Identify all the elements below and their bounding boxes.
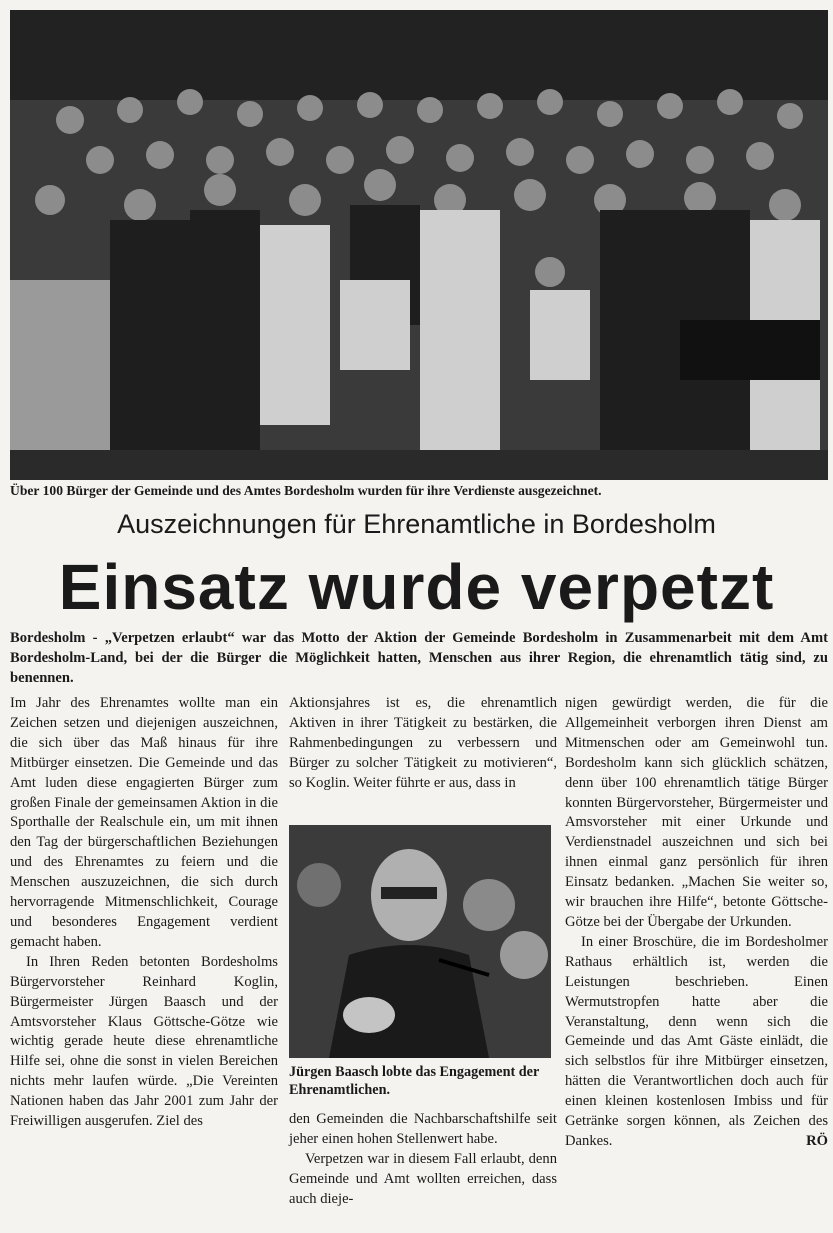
lead-paragraph: Bordesholm - „Verpetzen erlaubt“ war das Motto der Aktion der Gemeinde Bordesholm in Zusammenarbeit mit dem Amt Bordesholm-Land, bei der die Bürger die Möglichkeit hatten, Menschen aus ihrer Region, die ehrenamtlich tätig sind, zu benennen. bbox=[10, 630, 828, 686]
paragraph: den Gemeinden die Nachbarschaftshilfe seit jeher einen hohen Stellenwert habe. bbox=[289, 1111, 557, 1147]
paragraph: Verpetzen war in diesem Fall erlaubt, denn Gemeinde und Amt wollten erreichen, dass auch dieje- bbox=[289, 1150, 557, 1207]
photo-caption: Über 100 Bürger der Gemeinde und des Amtes Bordesholm wurden für ihre Verdienste ausgezeichnet. bbox=[10, 483, 602, 498]
headline: Einsatz wurde verpetzt bbox=[58, 551, 775, 623]
column-2-top bbox=[289, 694, 557, 794]
subheadline: Auszeichnungen für Ehrenamtliche in Bordesholm bbox=[117, 509, 716, 539]
column-3 bbox=[565, 694, 828, 1152]
paragraph-text: In einer Broschüre, die im Bordesholmer Rathaus erhältlich ist, werden die Leistungen beschrieben. Einen Wermutstropfen hatte aber die Veranstaltung, denn wenn sich die Gemeinde und das Amt Gäste einlädt, die sich selbstlos für ihre Mitbürger einsetzen, hätten die Verantwortlichen doch auch für einen kleinen kostenlosen Imbiss und für Getränke sorgen können, als Zeichen des Dankes. bbox=[565, 933, 828, 1149]
paragraph: nigen gewürdigt werden, die für die Allgemeinheit verborgen ihren Dienst am Mitmenschen oder am Gemeinwohl tun. Bordesholm kann sich glücklich schätzen, denn über 100 ehrenamtlich tätige Bürger konnten Bürgervorsteher, Bürgermeister und Amsvorsteher mit einer Urkunde und Verdienstnadel auszeichnen und sich bei ihnen einmal ganz persönlich für ihren Einsatz bedanken. „Machen Sie weiter so, wir brauchen ihre Hilfe“, betonte Göttsche-Götze bei der Übergabe der Urkunden. bbox=[565, 695, 828, 930]
column-1 bbox=[10, 694, 278, 1132]
column-2-bottom bbox=[289, 1110, 557, 1210]
group-photo bbox=[10, 10, 828, 480]
paragraph bbox=[565, 933, 828, 1152]
inset-photo bbox=[289, 825, 551, 1058]
inset-photo-caption: Jürgen Baasch lobte das Engagement der Ehrenamtlichen. bbox=[289, 1064, 539, 1098]
paragraph: In Ihren Reden betonten Bordesholms Bürgervorsteher Reinhard Koglin, Bürgermeister Jürgen Baasch und der Amtsvorsteher Klaus Göttsche-Götze wie wichtig gerade heute diese ehrenamtliche Hilfe sei, ohne die sonst in vielen Bereichen nichts mehr laufen würde. „Die Vereinten Nationen haben das Jahr 2001 zum Jahr der Freiwilligen ausgerufen. Ziel des bbox=[10, 953, 278, 1130]
paragraph: Im Jahr des Ehrenamtes wollte man ein Zeichen setzen und diejenigen auszeichnen, die sich über das Maß hinaus für ihre Mitbürger einsetzen. Die Gemeinde und das Amt luden diese engagierten Bürger zum großen Finale der gemeinsamen Aktion in die Sporthalle der Realschule ein, um mit ihnen den Tag der bürgerschaftlichen Beziehungen und des Ehrenamtes zu feiern und die Menschen auszuzeichnen, die sich durch hervorragende Mitmenschlichkeit, Courage und besonderes Engagement verdient gemacht haben. bbox=[10, 695, 278, 950]
author-signature: RÖ bbox=[806, 1132, 828, 1149]
paragraph: Aktionsjahres ist es, die ehrenamtlich Aktiven in ihrer Tätigkeit zu bestärken, die Rahmenbedingungen zu verbessern und Bürger zu solcher Tätigkeit zu motivieren“, so Koglin. Weiter führte er aus, dass in bbox=[289, 695, 557, 791]
